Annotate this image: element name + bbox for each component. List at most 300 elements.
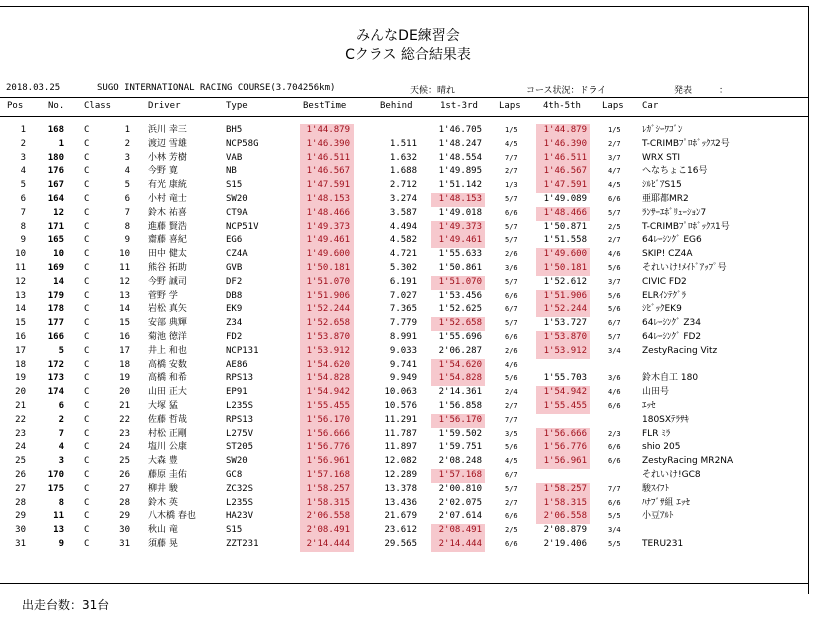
- index-cell: 3: [124, 152, 130, 163]
- index-cell: 10: [119, 249, 130, 260]
- laps1-cell: 5/6: [505, 374, 518, 383]
- type-cell: SW20: [226, 193, 248, 204]
- behind-cell: 12.289: [384, 469, 417, 480]
- driver-cell: 秋山 竜: [148, 525, 178, 536]
- col-class: Class: [84, 101, 112, 111]
- laps1-cell: 6/6: [505, 332, 518, 341]
- t45-cell: 1'47.591: [543, 180, 587, 191]
- pos-cell: 4: [20, 166, 26, 177]
- table-row: [0, 414, 816, 428]
- type-cell: DF2: [226, 276, 243, 287]
- laps1-cell: 6/6: [505, 208, 518, 217]
- behind-cell: 23.612: [384, 525, 417, 536]
- table-row: [0, 303, 816, 317]
- pos-cell: 13: [15, 290, 26, 301]
- laps2-cell: 5/7: [608, 332, 621, 341]
- col-driver: Driver: [148, 101, 181, 111]
- behind-cell: 1.632: [389, 152, 417, 163]
- type-cell: GC8: [226, 469, 243, 480]
- laps2-cell: 4/7: [608, 167, 621, 176]
- laps2-cell: 3/4: [608, 526, 621, 535]
- laps1-cell: 3/6: [505, 263, 518, 272]
- class-cell: C: [84, 483, 90, 494]
- no-cell: 177: [47, 318, 64, 329]
- behind-cell: 21.679: [384, 511, 417, 522]
- t45-cell: 2'08.879: [543, 525, 587, 536]
- index-cell: 19: [119, 373, 130, 384]
- no-cell: 6: [58, 400, 64, 411]
- car-cell: ﾊﾅﾌﾞｻ組 ｴｯｾ: [642, 497, 690, 508]
- table-row: [0, 152, 816, 166]
- index-cell: 28: [119, 497, 130, 508]
- t13-cell: 2'14.361: [438, 387, 482, 398]
- best-cell: 1'56.776: [306, 442, 350, 453]
- class-cell: C: [84, 359, 90, 370]
- laps2-cell: 3/7: [608, 277, 621, 286]
- class-cell: C: [84, 469, 90, 480]
- type-cell: Z34: [226, 318, 243, 329]
- laps2-cell: 3/4: [608, 346, 621, 355]
- index-cell: 26: [119, 469, 130, 480]
- best-cell: 1'54.620: [306, 359, 350, 370]
- t13-cell: 1'59.502: [438, 428, 482, 439]
- laps1-cell: 4/5: [505, 139, 518, 148]
- best-cell: 1'52.658: [306, 318, 350, 329]
- behind-cell: 9.949: [389, 373, 417, 384]
- laps2-cell: 2/7: [608, 236, 621, 245]
- pos-cell: 11: [15, 262, 26, 273]
- pos-cell: 21: [15, 400, 26, 411]
- laps1-cell: 3/5: [505, 429, 518, 438]
- no-cell: 168: [47, 125, 64, 135]
- t45-cell: 1'58.257: [543, 483, 587, 494]
- no-cell: 2: [58, 414, 64, 425]
- table-row: [0, 276, 816, 290]
- class-cell: C: [84, 152, 90, 163]
- page-title: みんなDE練習会: [356, 28, 460, 44]
- best-cell: 1'55.455: [306, 400, 350, 411]
- type-cell: BH5: [226, 125, 243, 135]
- body-rule: [0, 116, 808, 117]
- laps2-cell: 5/7: [608, 208, 621, 217]
- t13-cell: 1'46.705: [438, 125, 482, 135]
- table-row: [0, 372, 816, 386]
- index-cell: 17: [119, 345, 130, 356]
- driver-cell: 高橋 和希: [148, 373, 187, 384]
- t45-cell: 1'48.466: [543, 207, 587, 218]
- table-row: [0, 165, 816, 179]
- class-cell: C: [84, 538, 90, 549]
- t13-cell: 1'55.696: [438, 331, 482, 342]
- car-cell: ｴｯｾ: [642, 400, 656, 411]
- pos-cell: 7: [20, 207, 26, 218]
- table-row: [0, 428, 816, 442]
- driver-cell: 小村 竜士: [148, 193, 187, 204]
- type-cell: FD2: [226, 331, 243, 342]
- t45-cell: 1'56.666: [543, 428, 587, 439]
- behind-cell: 4.582: [389, 235, 417, 246]
- laps2-cell: 6/6: [608, 401, 621, 410]
- laps1-cell: 2/4: [505, 388, 518, 397]
- type-cell: EG6: [226, 235, 243, 246]
- behind-cell: 9.033: [389, 345, 417, 356]
- t13-cell: 2'00.810: [438, 483, 482, 494]
- laps1-cell: 1/3: [505, 181, 518, 190]
- best-cell: 1'53.870: [306, 331, 350, 342]
- index-cell: 1: [124, 125, 130, 135]
- class-cell: C: [84, 525, 90, 536]
- laps2-cell: 3/6: [608, 374, 621, 383]
- best-cell: 1'56.961: [306, 456, 350, 467]
- driver-cell: 渡辺 雪雄: [148, 138, 187, 149]
- class-cell: C: [84, 276, 90, 287]
- driver-cell: 柳井 駿: [148, 483, 178, 494]
- pos-cell: 20: [15, 387, 26, 398]
- index-cell: 9: [124, 235, 130, 246]
- laps1-cell: 6/6: [505, 539, 518, 548]
- laps2-cell: 5/5: [608, 512, 621, 521]
- index-cell: 23: [119, 428, 130, 439]
- pos-cell: 1: [20, 125, 26, 135]
- car-cell: 駿ｽｲﾌﾄ: [642, 483, 670, 494]
- col-no: No.: [48, 101, 65, 111]
- table-row: [0, 262, 816, 276]
- pos-cell: 19: [15, 373, 26, 384]
- car-cell: CIVIC FD2: [642, 276, 687, 287]
- type-cell: NB: [226, 166, 237, 177]
- behind-cell: 11.291: [384, 414, 417, 425]
- class-cell: C: [84, 428, 90, 439]
- laps1-cell: 6/6: [505, 291, 518, 300]
- laps2-cell: 5/5: [608, 539, 621, 548]
- weather: 天候：晴れ: [410, 86, 456, 96]
- class-cell: C: [84, 387, 90, 398]
- footer-rule: [0, 583, 808, 584]
- pos-cell: 15: [15, 318, 26, 329]
- index-cell: 31: [119, 538, 130, 549]
- index-cell: 14: [119, 304, 130, 315]
- class-cell: C: [84, 207, 90, 218]
- type-cell: L235S: [226, 400, 254, 411]
- pos-cell: 31: [15, 538, 26, 549]
- no-cell: 169: [47, 262, 64, 273]
- pos-cell: 22: [15, 414, 26, 425]
- car-cell: T-CRIMBﾌﾟﾛﾎﾞｯｸｽ2号: [642, 138, 730, 149]
- laps1-cell: 5/7: [505, 236, 518, 245]
- t13-cell: 1'48.554: [438, 152, 482, 163]
- best-cell: 1'46.390: [306, 138, 350, 149]
- laps1-cell: 1/5: [505, 126, 518, 134]
- t13-cell: 1'48.153: [438, 193, 482, 204]
- race-date: 2018.03.25: [6, 83, 61, 93]
- behind-cell: 1.511: [389, 138, 417, 149]
- pos-cell: 28: [15, 497, 26, 508]
- index-cell: 24: [119, 442, 130, 453]
- best-cell: 1'48.466: [306, 207, 350, 218]
- best-cell: 1'56.666: [306, 428, 350, 439]
- type-cell: S15: [226, 525, 243, 536]
- driver-cell: 齋藤 喜紀: [148, 235, 187, 246]
- t45-cell: 1'53.912: [543, 345, 587, 356]
- best-cell: 2'14.444: [306, 538, 350, 549]
- index-cell: 2: [124, 138, 130, 149]
- t13-cell: 1'50.861: [438, 262, 482, 273]
- car-cell: ｼﾋﾞｯｸEK9: [642, 304, 682, 315]
- driver-cell: 熊谷 拓助: [148, 262, 187, 273]
- laps2-cell: 6/6: [608, 457, 621, 466]
- car-cell: T-CRIMBﾌﾟﾛﾎﾞｯｸｽ1号: [642, 221, 730, 232]
- laps1-cell: 7/7: [505, 415, 518, 424]
- car-cell: それいけ!ﾒｲﾄﾞｱｯﾌﾟ号: [642, 262, 727, 273]
- driver-cell: 菊池 徳洋: [148, 331, 187, 342]
- driver-cell: 鈴木 祐喜: [148, 207, 187, 218]
- driver-cell: 藤原 圭佑: [148, 469, 187, 480]
- col-car: Car: [642, 101, 659, 111]
- table-row: [0, 331, 816, 345]
- no-cell: 175: [47, 483, 64, 494]
- class-cell: C: [84, 166, 90, 177]
- col-laps-2: Laps: [602, 101, 624, 111]
- behind-cell: 11.897: [384, 442, 417, 453]
- car-cell: TERU231: [642, 538, 684, 549]
- course-name: SUGO INTERNATIONAL RACING COURSE(3.704256km): [97, 83, 336, 93]
- index-cell: 15: [119, 318, 130, 329]
- type-cell: VAB: [226, 152, 243, 163]
- index-cell: 25: [119, 456, 130, 467]
- no-cell: 179: [47, 290, 64, 301]
- type-cell: CT9A: [226, 207, 248, 218]
- laps1-cell: 6/6: [505, 512, 518, 521]
- table-row: [0, 455, 816, 469]
- behind-cell: 4.721: [389, 249, 417, 260]
- best-cell: 1'48.153: [306, 193, 350, 204]
- best-cell: 1'58.315: [306, 497, 350, 508]
- no-cell: 4: [58, 442, 64, 453]
- behind-cell: 13.378: [384, 483, 417, 494]
- t45-cell: 1'55.455: [543, 400, 587, 411]
- car-cell: 亜耶都MR2: [642, 193, 689, 204]
- class-cell: C: [84, 290, 90, 301]
- no-cell: 172: [47, 359, 64, 370]
- driver-cell: 有光 康統: [148, 180, 187, 191]
- t13-cell: 1'49.895: [438, 166, 482, 177]
- laps1-cell: 2/5: [505, 526, 518, 535]
- t45-cell: 1'55.703: [543, 373, 587, 384]
- pos-cell: 8: [20, 221, 26, 232]
- header-rule: [0, 97, 808, 98]
- no-cell: 9: [58, 538, 64, 549]
- pos-cell: 18: [15, 359, 26, 370]
- table-row: [0, 179, 816, 193]
- table-row: [0, 524, 816, 538]
- index-cell: 8: [124, 221, 130, 232]
- table-row: [0, 386, 816, 400]
- col-4th-5th: 4th-5th: [543, 101, 581, 111]
- table-row: [0, 497, 816, 511]
- best-cell: 1'49.600: [306, 249, 350, 260]
- laps1-cell: 2/7: [505, 167, 518, 176]
- class-cell: C: [84, 456, 90, 467]
- index-cell: 20: [119, 387, 130, 398]
- t45-cell: 1'53.727: [543, 318, 587, 329]
- pos-cell: 25: [15, 456, 26, 467]
- car-cell: 180SXﾃﾗｻｷ: [642, 414, 690, 425]
- type-cell: NCP58G: [226, 138, 259, 149]
- t13-cell: 1'49.461: [438, 235, 482, 246]
- t13-cell: 1'51.070: [438, 276, 482, 287]
- behind-cell: 6.191: [389, 276, 417, 287]
- no-cell: 7: [58, 428, 64, 439]
- t13-cell: 1'56.858: [438, 400, 482, 411]
- page-subtitle: Cクラス 総合結果表: [345, 47, 471, 63]
- type-cell: NCP131: [226, 345, 259, 356]
- type-cell: DB8: [226, 290, 243, 301]
- behind-cell: 3.587: [389, 207, 417, 218]
- pos-cell: 9: [20, 235, 26, 246]
- t45-cell: 1'52.244: [543, 304, 587, 315]
- index-cell: 22: [119, 414, 130, 425]
- behind-cell: 5.302: [389, 262, 417, 273]
- t13-cell: 2'08.248: [438, 456, 482, 467]
- driver-cell: 進藤 賢浩: [148, 221, 187, 232]
- no-cell: 8: [58, 497, 64, 508]
- no-cell: 171: [47, 221, 64, 232]
- pos-cell: 23: [15, 428, 26, 439]
- no-cell: 170: [47, 469, 64, 480]
- driver-cell: 今野 誠司: [148, 276, 187, 287]
- best-cell: 1'57.168: [306, 469, 350, 480]
- driver-cell: 今野 寛: [148, 166, 178, 177]
- t45-cell: 1'44.879: [543, 125, 587, 135]
- table-row: [0, 538, 816, 552]
- laps1-cell: 6/7: [505, 470, 518, 479]
- driver-cell: 井上 和也: [148, 345, 187, 356]
- class-cell: C: [84, 304, 90, 315]
- class-cell: C: [84, 400, 90, 411]
- best-cell: 1'51.906: [306, 290, 350, 301]
- car-cell: 小豆ｱﾙﾄ: [642, 511, 674, 522]
- laps2-cell: 4/6: [608, 388, 621, 397]
- behind-cell: 7.365: [389, 304, 417, 315]
- no-cell: 14: [53, 276, 64, 287]
- type-cell: EP91: [226, 387, 248, 398]
- car-cell: ELRｲﾝﾃｸﾞﾗ: [642, 290, 686, 301]
- class-cell: C: [84, 125, 90, 135]
- class-cell: C: [84, 497, 90, 508]
- table-row: [0, 248, 816, 262]
- index-cell: 5: [124, 180, 130, 191]
- laps2-cell: 2/7: [608, 139, 621, 148]
- type-cell: ZC32S: [226, 483, 254, 494]
- no-cell: 166: [47, 331, 64, 342]
- t13-cell: 1'54.828: [438, 373, 482, 384]
- driver-cell: 鈴木 英: [148, 497, 178, 508]
- no-cell: 11: [53, 511, 64, 522]
- index-cell: 4: [124, 166, 130, 177]
- index-cell: 13: [119, 290, 130, 301]
- behind-cell: 4.494: [389, 221, 417, 232]
- car-cell: 64ﾚｰｼﾝｸﾞ Z34: [642, 318, 701, 329]
- class-cell: C: [84, 414, 90, 425]
- best-cell: 1'58.257: [306, 483, 350, 494]
- t13-cell: 2'08.491: [438, 525, 482, 536]
- index-cell: 16: [119, 331, 130, 342]
- car-cell: shio 205: [642, 442, 681, 453]
- t13-cell: 1'52.625: [438, 304, 482, 315]
- driver-cell: 田中 健太: [148, 249, 187, 260]
- car-cell: SKIP! CZ4A: [642, 249, 693, 260]
- car-cell: ZestyRacing MR2NA: [642, 456, 734, 467]
- pos-cell: 27: [15, 483, 26, 494]
- pos-cell: 29: [15, 511, 26, 522]
- t45-cell: 1'58.315: [543, 497, 587, 508]
- type-cell: CZ4A: [226, 249, 248, 260]
- laps2-cell: 5/6: [608, 291, 621, 300]
- best-cell: 1'47.591: [306, 180, 350, 191]
- behind-cell: 1.688: [389, 166, 417, 177]
- driver-cell: 塩川 公康: [148, 442, 187, 453]
- pos-cell: 16: [15, 331, 26, 342]
- type-cell: AE86: [226, 359, 248, 370]
- t13-cell: 2'14.444: [438, 538, 482, 549]
- behind-cell: 13.436: [384, 497, 417, 508]
- index-cell: 7: [124, 207, 130, 218]
- car-cell: 山田号: [642, 387, 670, 398]
- car-cell: 64ﾚｰｼﾝｸﾞ FD2: [642, 331, 702, 342]
- t13-cell: 2'06.287: [438, 345, 482, 356]
- pos-cell: 5: [20, 180, 26, 191]
- laps2-cell: 1/5: [608, 126, 621, 134]
- t45-cell: 1'51.558: [543, 235, 587, 246]
- t13-cell: 1'59.751: [438, 442, 482, 453]
- pos-cell: 10: [15, 249, 26, 260]
- announcement: 発表 ：: [674, 86, 729, 96]
- pos-cell: 2: [20, 138, 26, 149]
- course-condition: コース状況：ドライ: [526, 86, 607, 96]
- car-cell: WRX STI: [642, 152, 681, 163]
- laps1-cell: 5/7: [505, 194, 518, 203]
- entries-count: 出走台数：31台: [22, 598, 110, 612]
- laps1-cell: 2/7: [505, 401, 518, 410]
- t45-cell: 2'06.558: [543, 511, 587, 522]
- table-row: [0, 124, 816, 138]
- car-cell: へなちょこ16号: [642, 166, 708, 177]
- table-row: [0, 193, 816, 207]
- col-best: BestTime: [303, 101, 347, 111]
- laps2-cell: 6/6: [608, 443, 621, 452]
- t45-cell: 1'56.776: [543, 442, 587, 453]
- t45-cell: 1'46.567: [543, 166, 587, 177]
- pos-cell: 6: [20, 193, 26, 204]
- type-cell: L275V: [226, 428, 254, 439]
- t45-cell: 1'46.390: [543, 138, 587, 149]
- table-row: [0, 317, 816, 331]
- laps1-cell: 4/6: [505, 360, 518, 369]
- car-cell: 64ﾚｰｼﾝｸﾞ EG6: [642, 235, 702, 246]
- t45-cell: 1'56.961: [543, 456, 587, 467]
- best-cell: 1'49.461: [306, 235, 350, 246]
- driver-cell: 岩松 真矢: [148, 304, 187, 315]
- table-row: [0, 138, 816, 152]
- behind-cell: 7.779: [389, 318, 417, 329]
- no-cell: 178: [47, 304, 64, 315]
- index-cell: 12: [119, 276, 130, 287]
- class-cell: C: [84, 262, 90, 273]
- no-cell: 1: [58, 138, 64, 149]
- best-cell: 1'46.567: [306, 166, 350, 177]
- class-cell: C: [84, 318, 90, 329]
- no-cell: 173: [47, 373, 64, 384]
